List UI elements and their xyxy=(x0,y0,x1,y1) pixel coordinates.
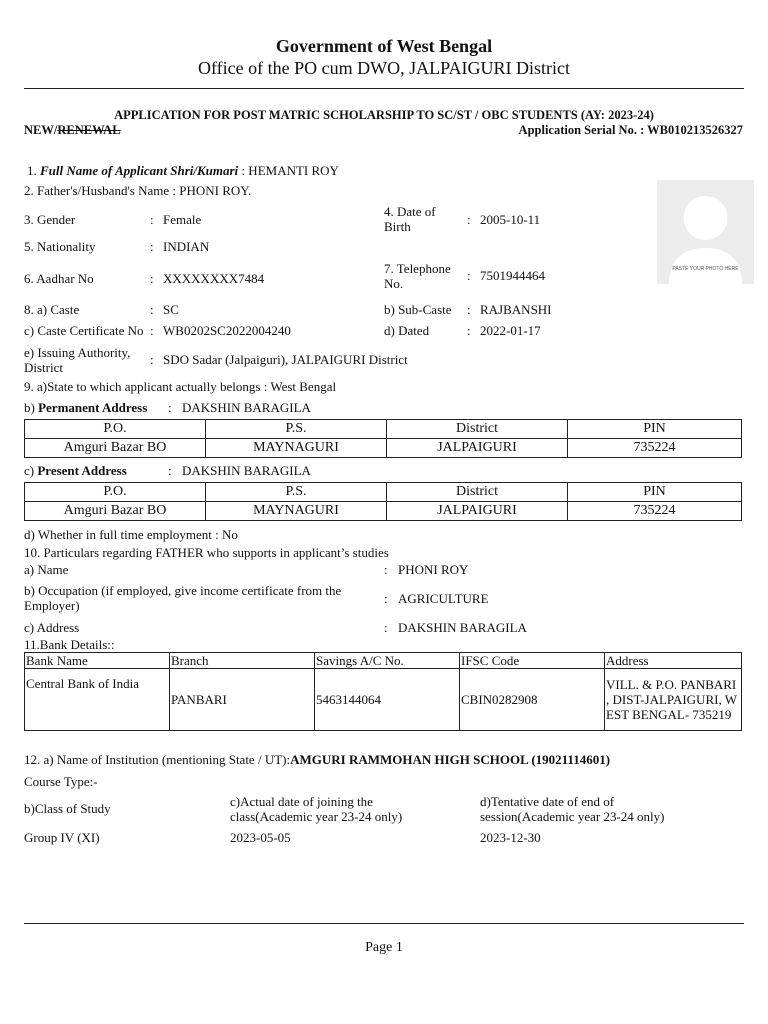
subcaste-label: b) Sub-Caste xyxy=(384,302,452,317)
bank-details-heading: 11.Bank Details:: xyxy=(24,637,115,652)
photo-placeholder[interactable] xyxy=(657,180,754,284)
permanent-address-value: DAKSHIN BARAGILA xyxy=(182,400,311,415)
father-address-value: DAKSHIN BARAGILA xyxy=(398,620,527,635)
present-address-colon: : xyxy=(168,463,172,478)
table-cell: JALPAIGURI xyxy=(387,502,568,521)
father-occupation-value: AGRICULTURE xyxy=(398,591,489,606)
permanent-address-line xyxy=(24,400,147,416)
table-cell: MAYNAGURI xyxy=(206,502,387,521)
nationality-colon: : xyxy=(150,239,154,254)
footer-divider xyxy=(24,923,744,924)
institution-line xyxy=(24,752,610,768)
telephone-value: 7501944464 xyxy=(480,268,545,283)
table-header-cell: IFSC Code xyxy=(460,653,605,669)
table-header-cell: PIN xyxy=(568,483,742,502)
table-header-row xyxy=(25,483,742,502)
type-new: NEW/ xyxy=(24,123,58,137)
table-header-cell: P.S. xyxy=(206,420,387,439)
nationality-label: 5. Nationality xyxy=(24,239,96,254)
joining-date-value: 2023-05-05 xyxy=(230,830,291,845)
gender-colon: : xyxy=(150,212,154,227)
subcaste-value: RAJBANSHI xyxy=(480,302,552,317)
dated-label: d) Dated xyxy=(384,323,430,338)
present-address-label: Present Address xyxy=(37,463,127,478)
table-cell: JALPAIGURI xyxy=(387,439,568,458)
present-address-line xyxy=(24,463,127,479)
telephone-label: 7. Telephone No. xyxy=(384,261,451,291)
present-address-prefix: c) xyxy=(24,463,38,478)
serial-label: Application Serial No. : xyxy=(518,123,648,137)
bank-details-table xyxy=(24,652,742,731)
application-title: APPLICATION FOR POST MATRIC SCHOLARSHIP TO SC/ST / OBC STUDENTS (AY: 2023-24) xyxy=(114,108,654,122)
table-row xyxy=(25,669,742,731)
table-header-cell: P.S. xyxy=(206,483,387,502)
table-cell: 735224 xyxy=(568,439,742,458)
session-end-label: d)Tentative date of end of session(Academic year 23-24 only) xyxy=(480,794,665,824)
present-address-table xyxy=(24,482,742,521)
aadhar-value: XXXXXXXX7484 xyxy=(163,271,265,286)
applicant-name-value: : HEMANTI ROY xyxy=(238,163,339,178)
joining-date-label: c)Actual date of joining the class(Academic year 23-24 only) xyxy=(230,794,403,824)
serial-value: WB010213526327 xyxy=(647,123,743,137)
account-number-cell: 5463144064 xyxy=(315,669,460,731)
name-prefix: 1. xyxy=(27,163,40,178)
table-row xyxy=(25,502,742,521)
photo-caption: PASTE YOUR PHOTO HERE xyxy=(672,266,739,272)
telephone-colon: : xyxy=(467,268,471,283)
table-cell: MAYNAGURI xyxy=(206,439,387,458)
table-cell: Amguri Bazar BO xyxy=(25,502,206,521)
dob-value: 2005-10-11 xyxy=(480,212,541,227)
nationality-value: INDIAN xyxy=(163,239,210,254)
table-header-cell: Branch xyxy=(170,653,315,669)
application-type xyxy=(24,123,121,138)
father-occupation-label: b) Occupation (if employed, give income certificate from the Employer) xyxy=(24,583,342,613)
table-cell: Amguri Bazar BO xyxy=(25,439,206,458)
class-of-study-value: Group IV (XI) xyxy=(24,830,100,845)
institution-label: 12. a) Name of Institution (mentioning State / UT): xyxy=(24,752,291,767)
table-header-cell: District xyxy=(387,420,568,439)
father-name-value: PHONI ROY xyxy=(398,562,469,577)
table-header-cell: P.O. xyxy=(25,420,206,439)
issuing-authority-value: SDO Sadar (Jalpaiguri), JALPAIGURI District xyxy=(163,352,408,367)
father-address-label: c) Address xyxy=(24,620,80,635)
permanent-address-label: Permanent Address xyxy=(38,400,148,415)
session-end-value: 2023-12-30 xyxy=(480,830,541,845)
dated-colon: : xyxy=(467,323,471,338)
permanent-address-table xyxy=(24,419,742,458)
table-header-cell: P.O. xyxy=(25,483,206,502)
course-type-label: Course Type:- xyxy=(24,774,98,789)
father-address-colon: : xyxy=(384,620,388,635)
father-name-label: a) Name xyxy=(24,562,69,577)
table-header-cell: Savings A/C No. xyxy=(315,653,460,669)
father-name-colon: : xyxy=(384,562,388,577)
page-number: Page 1 xyxy=(365,940,403,955)
class-of-study-label: b)Class of Study xyxy=(24,801,111,816)
gender-label: 3. Gender xyxy=(24,212,76,227)
type-renewal: RENEWAL xyxy=(57,123,121,137)
table-row xyxy=(25,439,742,458)
issuing-authority-colon: : xyxy=(150,352,154,367)
subcaste-colon: : xyxy=(467,302,471,317)
institution-value: AMGURI RAMMOHAN HIGH SCHOOL (19021114601) xyxy=(290,752,611,767)
father-particulars-heading: 10. Particulars regarding FATHER who supports in applicant’s studies xyxy=(24,545,389,560)
father-name-line: 2. Father's/Husband's Name : PHONI ROY. xyxy=(24,183,252,198)
table-header-cell: PIN xyxy=(568,420,742,439)
caste-certificate-value: WB0202SC2022004240 xyxy=(163,323,291,338)
table-header-row xyxy=(25,653,742,669)
table-header-cell: Address xyxy=(605,653,742,669)
present-address-value: DAKSHIN BARAGILA xyxy=(182,463,311,478)
caste-certificate-label: c) Caste Certificate No xyxy=(24,323,144,338)
dob-label: 4. Date of Birth xyxy=(384,204,436,234)
father-occupation-colon: : xyxy=(384,591,388,606)
gender-value: Female xyxy=(163,212,202,227)
applicant-name-line xyxy=(27,163,339,179)
bank-name-cell: Central Bank of India xyxy=(25,669,170,731)
branch-cell: PANBARI xyxy=(170,669,315,731)
application-serial xyxy=(519,123,743,138)
state-line: 9. a)State to which applicant actually belongs : West Bengal xyxy=(24,379,337,394)
caste-colon: : xyxy=(150,302,154,317)
caste-certificate-colon: : xyxy=(150,323,154,338)
header-divider xyxy=(24,88,744,89)
issuing-authority-label: e) Issuing Authority, District xyxy=(24,345,131,375)
ifsc-cell: CBIN0282908 xyxy=(460,669,605,731)
dob-colon: : xyxy=(467,212,471,227)
dated-value: 2022-01-17 xyxy=(480,323,541,338)
aadhar-label: 6. Aadhar No xyxy=(24,271,94,286)
employment-line: d) Whether in full time employment : No xyxy=(24,527,238,542)
permanent-address-colon: : xyxy=(168,400,172,415)
table-header-row xyxy=(25,420,742,439)
permanent-address-prefix: b) xyxy=(24,400,39,415)
aadhar-colon: : xyxy=(150,271,154,286)
office-title: Office of the PO cum DWO, JALPAIGURI District xyxy=(198,58,570,78)
caste-label: 8. a) Caste xyxy=(24,302,80,317)
government-title: Government of West Bengal xyxy=(275,36,493,56)
applicant-name-label: Full Name of Applicant Shri/Kumari xyxy=(40,163,239,178)
table-header-cell: District xyxy=(387,483,568,502)
table-cell: 735224 xyxy=(568,502,742,521)
table-header-cell: Bank Name xyxy=(25,653,170,669)
bank-address-cell: VILL. & P.O. PANBARI , DIST-JALPAIGURI, W EST BENGAL- 735219 xyxy=(605,669,742,731)
caste-value: SC xyxy=(163,302,179,317)
